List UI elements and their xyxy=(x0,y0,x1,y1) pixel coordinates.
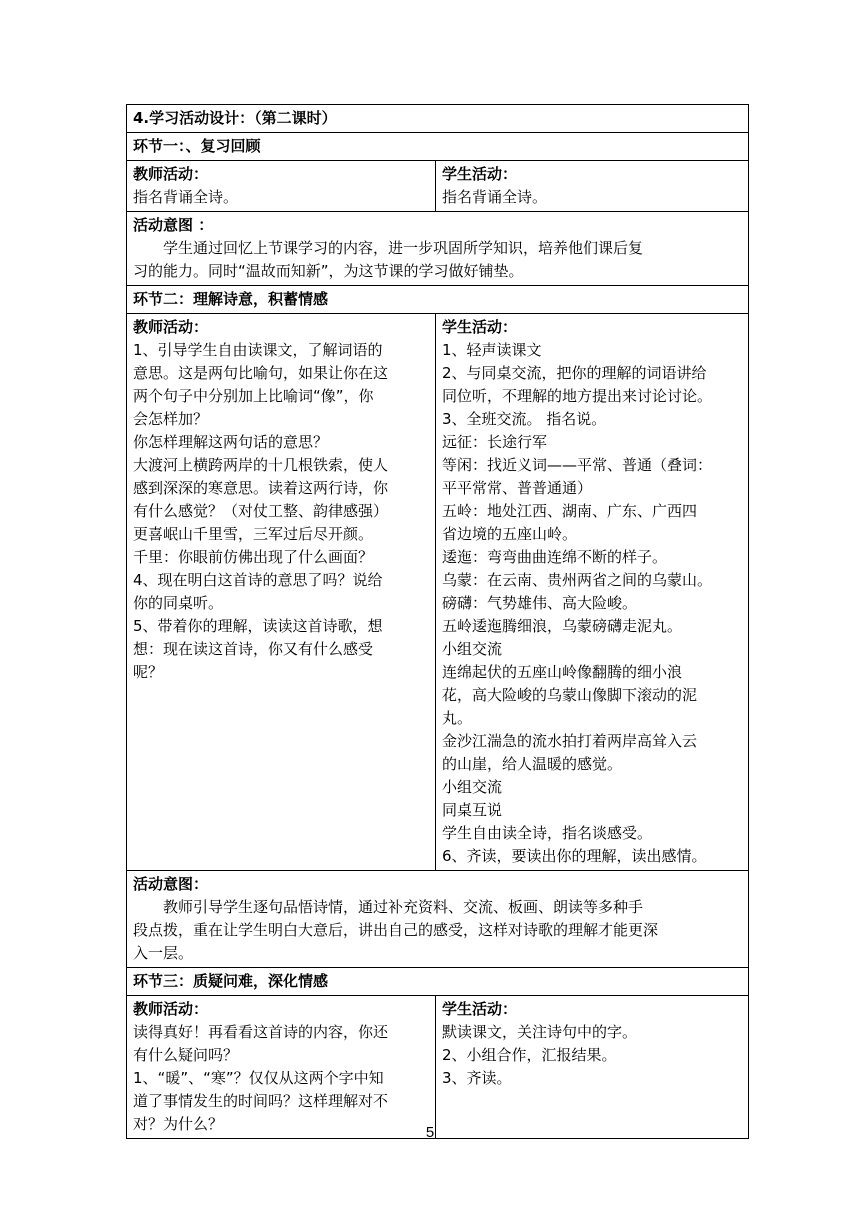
stage2-teacher-cell xyxy=(127,314,436,871)
stage1-intent-cell xyxy=(127,212,749,286)
stage2-intent-label: 活动意图： xyxy=(133,875,209,893)
stage1-intent-text xyxy=(133,237,742,283)
stage3-title: 环节三：质疑问难，深化情感 xyxy=(127,968,749,996)
stage3-teacher-text xyxy=(133,1021,429,1136)
text-line: 小组交流 xyxy=(442,778,503,796)
stage1-teacher-label: 教师活动： xyxy=(133,165,209,183)
text-line: 同桌互说 xyxy=(442,801,503,819)
text-line: 6、齐读，要读出你的理解，读出感情。 xyxy=(442,847,707,865)
text-line: 等闲：找近义词——平常、普通（叠词： xyxy=(442,456,713,474)
stage2-title: 环节二：理解诗意，积蓄情感 xyxy=(127,286,749,314)
stage2-student-label: 学生活动： xyxy=(442,318,518,336)
text-line: 学生自由读全诗，指名谈感受。 xyxy=(442,824,653,842)
text-line: 教师引导学生逐句品悟诗情，通过补充资料、交流、板画、朗读等多种手 xyxy=(163,898,644,916)
stage1-teacher-text xyxy=(133,186,429,209)
text-line: 的山崖，给人温暖的感觉。 xyxy=(442,755,623,773)
stage2-intent-cell xyxy=(127,871,749,968)
text-line: 5、带着你的理解，读读这首诗歌，想 xyxy=(133,617,383,635)
text-line: 2、与同桌交流，把你的理解的词语讲给 xyxy=(442,364,707,382)
text-line: 呢？ xyxy=(133,663,164,681)
text-line: 意思。这是两句比喻句，如果让你在这 xyxy=(133,364,389,382)
text-line: 段点拨，重在让学生明白大意后，讲出自己的感受，这样对诗歌的理解才能更深 xyxy=(133,921,659,939)
text-line: 1、引导学生自由读课文，了解词语的 xyxy=(133,341,383,359)
text-line: 逶迤：弯弯曲曲连绵不断的样子。 xyxy=(442,548,668,566)
text-line: 丸。 xyxy=(442,709,473,727)
stage3-student-cell xyxy=(436,996,749,1139)
section-title: 4.学习活动设计：（第二课时） xyxy=(127,105,749,133)
stage2-student-cell xyxy=(436,314,749,871)
text-line: 想：现在读这首诗，你又有什么感受 xyxy=(133,640,374,658)
stage1-student-cell xyxy=(436,161,749,212)
text-line: 花，高大险峻的乌蒙山像脚下滚动的泥 xyxy=(442,686,698,704)
text-line: 大渡河上横跨两岸的十几根铁索，使人 xyxy=(133,456,389,474)
text-line: 对？为什么？ xyxy=(133,1115,224,1133)
stage1-student-text xyxy=(442,186,742,209)
text-line: 磅礴：气势雄伟、高大险峻。 xyxy=(442,594,638,612)
stage2-student-text xyxy=(442,339,742,868)
text-line: 会怎样加？ xyxy=(133,410,209,428)
stage2-teacher-label: 教师活动： xyxy=(133,318,209,336)
stage3-teacher-label: 教师活动： xyxy=(133,1000,209,1018)
text-line: 2、小组合作，汇报结果。 xyxy=(442,1046,617,1064)
stage3-student-text xyxy=(442,1021,742,1090)
stage2-teacher-text xyxy=(133,339,429,684)
text-line: 习的能力。同时“温故而知新”，为这节课的学习做好铺垫。 xyxy=(133,262,524,280)
text-line: 省边境的五座山岭。 xyxy=(442,525,578,543)
text-line: 有什么感觉？（对仗工整、韵律感强） xyxy=(133,502,389,520)
stage1-intent-label: 活动意图 ： xyxy=(133,216,214,234)
text-line: 五岭逶迤腾细浪，乌蒙磅礴走泥丸。 xyxy=(442,617,683,635)
text-line: 3、全班交流。 指名说。 xyxy=(442,410,607,428)
stage2-intent-text xyxy=(133,896,742,965)
text-line: 更喜岷山千里雪，三军过后尽开颜。 xyxy=(133,525,374,543)
text-line: 4、现在明白这首诗的意思了吗？说给 xyxy=(133,571,383,589)
text-line: 金沙江湍急的流水拍打着两岸高耸入云 xyxy=(442,732,698,750)
text-line: 同位听，不理解的地方提出来讨论讨论。 xyxy=(442,387,713,405)
text-line: 两个句子中分别加上比喻词“像”，你 xyxy=(133,387,374,405)
text-line: 1、“暖”、“寒”？仅仅从这两个字中知 xyxy=(133,1069,384,1087)
stage1-student-label: 学生活动： xyxy=(442,165,518,183)
stage1-teacher-cell xyxy=(127,161,436,212)
text-line: 指名背诵全诗。 xyxy=(133,188,239,206)
text-line: 小组交流 xyxy=(442,640,503,658)
text-line: 远征：长途行军 xyxy=(442,433,548,451)
text-line: 学生通过回忆上节课学习的内容，进一步巩固所学知识，培养他们课后复 xyxy=(163,239,644,257)
text-line: 3、齐读。 xyxy=(442,1069,512,1087)
stage1-title: 环节一：、复习回顾 xyxy=(127,133,749,161)
text-line: 有什么疑问吗？ xyxy=(133,1046,239,1064)
text-line: 道了事情发生的时间吗？这样理解对不 xyxy=(133,1092,389,1110)
stage3-student-label: 学生活动： xyxy=(442,1000,518,1018)
stage3-teacher-cell xyxy=(127,996,436,1139)
text-line: 读得真好！再看看这首诗的内容，你还 xyxy=(133,1023,389,1041)
lesson-design-table xyxy=(126,104,749,1139)
text-line: 连绵起伏的五座山岭像翻腾的细小浪 xyxy=(442,663,683,681)
text-line: 默读课文，关注诗句中的字。 xyxy=(442,1023,638,1041)
text-line: 你怎样理解这两句话的意思？ xyxy=(133,433,329,451)
text-line: 平平常常、普普通通） xyxy=(442,479,593,497)
text-line: 五岭：地处江西、湖南、广东、广西四 xyxy=(442,502,698,520)
text-line: 指名背诵全诗。 xyxy=(442,188,548,206)
text-line: 你的同桌听。 xyxy=(133,594,224,612)
text-line: 感到深深的寒意思。读着这两行诗，你 xyxy=(133,479,389,497)
text-line: 1、轻声读课文 xyxy=(442,341,542,359)
page-number: 5 xyxy=(425,1124,435,1141)
text-line: 乌蒙：在云南、贵州两省之间的乌蒙山。 xyxy=(442,571,713,589)
text-line: 入一层。 xyxy=(133,944,194,962)
text-line: 千里：你眼前仿佛出现了什么画面？ xyxy=(133,548,374,566)
